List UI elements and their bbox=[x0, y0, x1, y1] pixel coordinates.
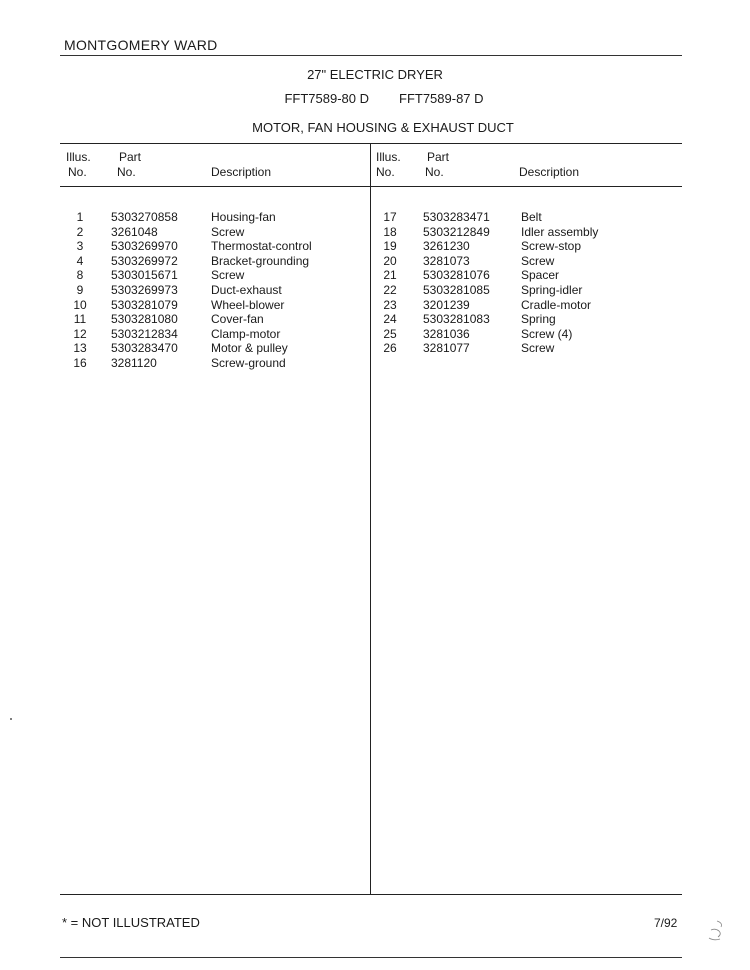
table-row bbox=[0, 268, 750, 283]
brand-name: MONTGOMERY WARD bbox=[64, 37, 218, 53]
illus-no-header bbox=[376, 150, 401, 180]
table-row bbox=[0, 283, 750, 298]
top-rule bbox=[60, 55, 682, 56]
table-top-rule bbox=[60, 143, 682, 144]
illus-no: 22 bbox=[383, 282, 397, 297]
illus-no: 3 bbox=[76, 239, 84, 254]
table-row bbox=[0, 356, 370, 371]
document-title: 27" ELECTRIC DRYER bbox=[307, 67, 443, 82]
part-no: 5303269973 bbox=[111, 282, 178, 297]
table-row bbox=[0, 210, 750, 225]
part-description: Screw bbox=[521, 341, 555, 356]
header-text: Illus. bbox=[66, 150, 91, 164]
part-no: 5303212849 bbox=[423, 224, 490, 239]
part-description: Housing-fan bbox=[211, 210, 276, 224]
part-description: Screw bbox=[211, 224, 245, 239]
part-description: Screw bbox=[211, 268, 245, 283]
illus-no: 11 bbox=[73, 312, 87, 327]
part-description: Screw-ground bbox=[211, 355, 286, 370]
illus-no: 12 bbox=[73, 326, 87, 341]
part-description: Spring bbox=[521, 312, 556, 327]
part-no: 5303283470 bbox=[111, 341, 178, 356]
illus-no: 24 bbox=[383, 312, 397, 327]
part-no: 3201239 bbox=[423, 297, 470, 312]
table-row bbox=[0, 341, 750, 356]
illus-no: 25 bbox=[383, 326, 397, 341]
part-description: Screw-stop bbox=[521, 239, 582, 254]
header-text: Part bbox=[427, 150, 450, 164]
part-no: 5303281079 bbox=[111, 297, 178, 312]
table-row bbox=[0, 239, 750, 254]
illus-no: 4 bbox=[76, 253, 84, 268]
header-text: Part bbox=[119, 150, 142, 164]
part-no: 3261048 bbox=[111, 224, 158, 239]
revision-date: 7/92 bbox=[654, 916, 678, 930]
illus-no: 20 bbox=[383, 253, 397, 268]
illus-no: 21 bbox=[383, 268, 397, 283]
part-no: 5303270858 bbox=[111, 210, 178, 224]
illus-no: 16 bbox=[73, 355, 87, 370]
part-description: Idler assembly bbox=[521, 224, 599, 239]
table-row bbox=[0, 312, 750, 327]
header-bottom-rule bbox=[60, 186, 682, 187]
illus-no: 8 bbox=[76, 268, 84, 283]
part-no-header bbox=[425, 150, 449, 180]
part-no: 5303281085 bbox=[423, 282, 490, 297]
part-no: 3281077 bbox=[423, 341, 470, 356]
model-number: FFT7589-87 D bbox=[399, 91, 484, 106]
table-row bbox=[0, 225, 750, 240]
scan-speck bbox=[10, 718, 12, 720]
description-header: Description bbox=[211, 165, 272, 179]
table-row bbox=[0, 327, 750, 342]
part-no: 3261230 bbox=[423, 239, 470, 254]
part-no: 3281073 bbox=[423, 253, 470, 268]
part-no: 5303281076 bbox=[423, 268, 490, 283]
part-no: 3281036 bbox=[423, 326, 470, 341]
part-no: 5303015671 bbox=[111, 268, 178, 283]
right-parts-list bbox=[0, 210, 750, 356]
header-text: No. bbox=[425, 165, 444, 179]
model-number: FFT7589-80 D bbox=[284, 91, 369, 106]
table-row bbox=[0, 254, 750, 269]
illus-no: 2 bbox=[76, 224, 84, 239]
header-text: Illus. bbox=[376, 150, 401, 164]
part-description: Cover-fan bbox=[211, 312, 264, 327]
header-text: No. bbox=[117, 165, 136, 179]
illus-no: 19 bbox=[383, 239, 397, 254]
part-no: 5303281080 bbox=[111, 312, 178, 327]
description-header: Description bbox=[519, 165, 580, 179]
part-no: 3281120 bbox=[111, 355, 157, 370]
part-no: 5303269972 bbox=[111, 253, 178, 268]
part-no-header bbox=[117, 150, 141, 180]
part-description: Bracket-grounding bbox=[211, 253, 310, 268]
illus-no: 9 bbox=[76, 282, 84, 297]
part-description: Belt bbox=[521, 210, 542, 224]
part-description: Screw bbox=[521, 253, 555, 268]
illus-no: 18 bbox=[383, 224, 397, 239]
illus-no: 13 bbox=[73, 341, 87, 356]
scan-mark bbox=[705, 918, 731, 944]
part-description: Motor & pulley bbox=[211, 341, 288, 356]
illus-no: 10 bbox=[73, 297, 87, 312]
part-description: Spring-idler bbox=[521, 282, 583, 297]
part-no: 5303283471 bbox=[423, 210, 490, 224]
part-no: 5303212834 bbox=[111, 326, 178, 341]
illus-no: 26 bbox=[383, 341, 397, 356]
header-text: No. bbox=[68, 165, 87, 179]
table-row bbox=[0, 298, 750, 313]
header-text: No. bbox=[376, 165, 395, 179]
section-title: MOTOR, FAN HOUSING & EXHAUST DUCT bbox=[252, 120, 514, 135]
part-description: Spacer bbox=[521, 268, 560, 283]
illus-no-header bbox=[66, 150, 91, 180]
part-description: Duct-exhaust bbox=[211, 282, 282, 297]
table-bottom-rule bbox=[60, 894, 682, 895]
part-description: Thermostat-control bbox=[211, 239, 312, 254]
model-numbers bbox=[0, 91, 750, 106]
part-description: Wheel-blower bbox=[211, 297, 285, 312]
part-no: 5303281083 bbox=[423, 312, 490, 327]
bottom-rule bbox=[60, 957, 682, 958]
part-no: 5303269970 bbox=[111, 239, 178, 254]
footnote: * = NOT ILLUSTRATED bbox=[62, 915, 200, 930]
illus-no: 17 bbox=[383, 210, 397, 224]
part-description: Clamp-motor bbox=[211, 326, 281, 341]
illus-no: 1 bbox=[76, 210, 84, 224]
part-description: Cradle-motor bbox=[521, 297, 592, 312]
part-description: Screw (4) bbox=[521, 326, 573, 341]
illus-no: 23 bbox=[383, 297, 397, 312]
